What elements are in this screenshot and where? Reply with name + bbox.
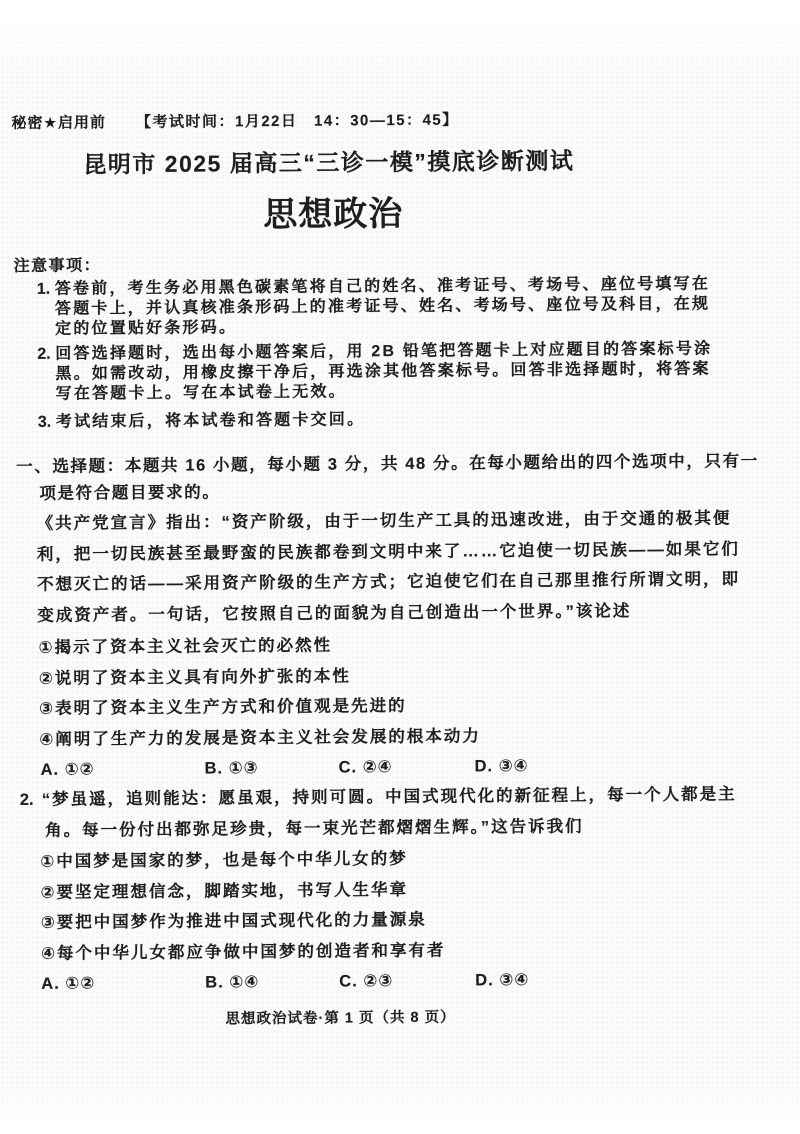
section-heading-line-2: 项是符合题目要求的。 (39, 483, 221, 503)
option-b: B. ①④ (205, 973, 260, 992)
question-2-line-1 (20, 779, 737, 815)
notice-line: 答卷前，考生务必用黑色碳素笔将自己的姓名、准考证号、考场号、座位号填写在 (54, 275, 711, 298)
notice-line: 黑。如需改动，用橡皮擦干净后，再选涂其他答案标号。回答非选择题时，将答案 (55, 360, 711, 383)
notice-item-1 (37, 275, 711, 340)
statement-line: ①揭示了资本主义社会灭亡的必然性 (38, 636, 333, 657)
notice-item-2-text (55, 340, 712, 405)
notice-item-3-number: 3. (37, 413, 52, 431)
statement-line: ④阐明了生产力的发展是资本主义社会发展的根本动力 (39, 726, 481, 749)
question-1-options-row (40, 751, 528, 785)
statement-line: ①中国梦是国家的梦，也是每个中华儿女的梦 (40, 849, 408, 871)
question-1-statements (39, 629, 481, 754)
notice-line: 定的位置贴好条形码。 (55, 319, 238, 338)
passage-line: 利，把一切民族甚至最野蛮的民族都卷到文明中来了……它迫使一切民族——如果它们 (36, 539, 740, 564)
page-header-row (11, 109, 458, 134)
notice-line: 考试结束后，将本试卷和答题卡交回。 (55, 411, 366, 431)
notice-item-3-text (56, 410, 366, 432)
notice-item-3 (38, 410, 366, 433)
question-2-line-2: 角。每一份付出都弥足珍贵，每一束光芒都熠熠生辉。”这告诉我们 (44, 817, 584, 840)
option-c: C. ②③ (339, 972, 394, 991)
exam-time-label: 【考试时间：1月22日 14：30—15：45】 (135, 111, 459, 132)
question-2-options-row (41, 965, 529, 999)
passage-line: 变成资产者。一句话，它按照自己的面貌为自己创造出一个世界。”该论述 (37, 601, 632, 625)
exam-title: 昆明市 2025 届高三“三诊一模”摸底诊断测试 (83, 147, 575, 178)
notice-line: 写在答题卡上。写在本试卷上无效。 (55, 383, 347, 403)
notice-line: 回答选择题时，选出每小题答案后，用 2B 铅笔把答题卡上对应题目的答案标号涂 (55, 340, 713, 363)
question-2-statements (40, 844, 445, 969)
option-b: B. ①③ (204, 759, 259, 778)
notice-item-1-text (55, 275, 711, 340)
classification-label: 秘密★启用前 (11, 114, 107, 133)
question-2-number: 2. (19, 790, 34, 809)
subject-title: 思想政治 (263, 194, 404, 235)
option-a: A. ①② (41, 974, 96, 993)
statement-line: ③表明了资本主义生产方式和价值观是先进的 (39, 696, 407, 718)
question-2-stem (20, 779, 737, 846)
notice-line: 答题卡上，并认真核准条形码上的准考证号、姓名、考场号、座位号及科目，在规 (54, 295, 711, 318)
option-c: C. ②④ (338, 758, 393, 777)
statement-line: ④每个中华儿女都应争做中国梦的创造者和享有者 (40, 941, 446, 963)
notice-item-2 (37, 340, 712, 405)
passage-line: 《共产党宣言》指出：“资产阶级，由于一切生产工具的迅速改进，由于交通的极其便 (36, 509, 732, 533)
page-footer: 思想政治试卷·第 1 页（共 8 页） (225, 1009, 456, 1028)
passage-line: 不想灭亡的话——采用资产阶级的生产方式；它迫使它们在自己那里推行所谓文明，即 (37, 570, 741, 594)
statement-line: ②说明了资本主义具有向外扩张的本性 (38, 666, 351, 688)
section-heading-line-1: 一、选择题：本题共 16 小题，每小题 3 分，共 48 分。在每小题给出的四个选项中，只有一 (16, 452, 759, 477)
option-d: D. ③④ (474, 756, 529, 776)
statement-line: ②要坚定理想信念，脚踏实地，书写人生华章 (40, 880, 409, 902)
option-d: D. ③④ (475, 970, 530, 990)
notice-heading: 注意事项： (13, 257, 102, 276)
question-1-passage (37, 503, 741, 631)
question-2-text: “梦虽遥，追则能达：愿虽艰，持则可圆。中国式现代化的新征程上，每一个人都是主 (41, 785, 737, 809)
option-a: A. ①② (40, 760, 95, 779)
statement-line: ③要把中国梦作为推进中国式现代化的力量源泉 (40, 910, 427, 932)
notice-item-2-number: 2. (37, 345, 51, 363)
notice-item-1-number: 1. (36, 280, 51, 298)
